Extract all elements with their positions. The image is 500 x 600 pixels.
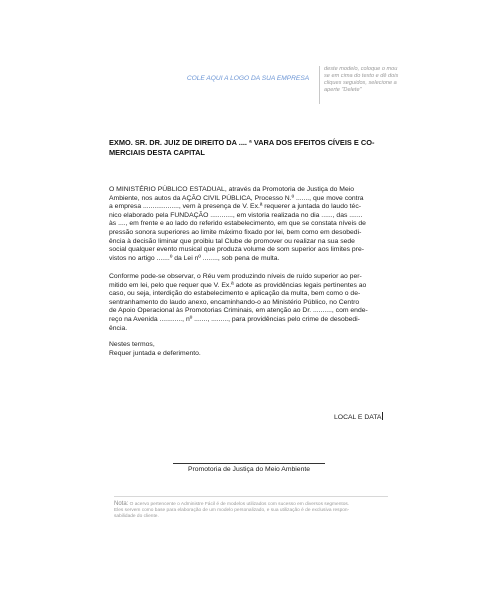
- addressee-line: MERCIAIS DESTA CAPITAL: [109, 148, 205, 157]
- footnote-line: sabilidade do cliente.: [114, 514, 159, 519]
- footnote-line: [114, 501, 390, 508]
- text-line: Ambiente, nos autos da AÇÃO CIVIL PÚBLICA, Processo N.º ......., que move contra: [109, 194, 364, 202]
- text-line: ência.: [109, 324, 128, 332]
- addressee-line: EXMO. SR. DR. JUIZ DE DIREITO DA .... ª VARA DOS EFEITOS CÍVEIS E CO-: [109, 138, 375, 147]
- place-date-text: LOCAL E DATA: [334, 414, 382, 421]
- place-date[interactable]: [334, 412, 394, 421]
- signature-name: Promotoria de Justiça do Meio Ambiente: [187, 466, 311, 473]
- text-line: sentranhamento do laudo anexo, encaminhando-o ao Ministério Público, no Centro: [109, 298, 360, 306]
- text-cursor: [382, 412, 383, 420]
- text-line: Conforme pode-se observar, o Réu vem produzindo níveis de ruído superior ao per-: [109, 273, 362, 280]
- text-line: caso, ou seja, interdição do estabelecimento e aplicação da multa, bem como o de-: [109, 290, 361, 298]
- footnote: [114, 501, 390, 520]
- text-line: nico elaborado pela FUNDAÇÃO ............, em vistoria realizada no dia ......, das .......: [109, 211, 363, 219]
- tip-line: deste modelo, coloque o mou: [324, 66, 398, 72]
- text-line: ência à decisão liminar que proibiu tal Clube de promover ou realizar na sua sede: [109, 237, 355, 245]
- text-line: reço na Avenida ............, nº ......., ........., para providências pelo crime de desobedi-: [109, 315, 360, 323]
- text-line: vistos no artigo .......º da Lei nº ........, sob pena de multa.: [109, 254, 280, 262]
- text-line: O MINISTÉRIO PÚBLICO ESTADUAL, através da Promotoria de Justiça do Meio: [109, 186, 355, 193]
- logo-placeholder[interactable]: COLE AQUI A LOGO DA SUA EMPRESA: [186, 75, 310, 82]
- text-line: Nestes termos,: [109, 341, 155, 348]
- footnote-line: Eles servem como base para elaboração de um modelo personalizado, e sua utilização é de exclusiva respon-: [114, 508, 350, 513]
- text-line: às ...., em frente e ao lado do referido estabelecimento, em que se constata níveis de: [109, 220, 366, 228]
- footnote-label: Nota:: [114, 501, 129, 507]
- closing-paragraph: [109, 341, 392, 358]
- body-paragraph-request: [109, 273, 392, 333]
- text-line: mitido em lei, pelo que requer que V. Ex.ª adote as providências legais pertinentes ao: [109, 281, 367, 289]
- instruction-tip: [319, 66, 416, 104]
- footnote-text: O acervo pertencente o Administre Fácil é de modelos utilizados com sucesso em diversos segmentos.: [128, 502, 350, 507]
- text-line: social qualquer evento musical que produza volume de som superior aos limites pre-: [109, 246, 365, 254]
- text-line: de Apoio Operacional às Promotorias Criminais, em atenção ao Dr. .........., com ende-: [109, 307, 368, 315]
- tip-line: aperte "Delete": [324, 87, 362, 93]
- signature-line: [173, 463, 325, 464]
- body-paragraph-petition: [109, 186, 392, 263]
- text-line: pressão sonora superiores ao limite máximo fixado por lei, bem como em desobedi-: [109, 228, 362, 236]
- footnote-divider: [114, 496, 388, 497]
- text-line: a empresa ..................., vem à presença de V. Ex.ª requerer a juntada do laudo téc-: [109, 203, 361, 211]
- addressee-heading: [109, 138, 393, 158]
- text-line: Requer juntada e deferimento.: [109, 349, 201, 357]
- tip-line: cliques seguidos, selecione a: [324, 80, 397, 86]
- tip-line: se em cima do texto e dê dois: [324, 73, 399, 79]
